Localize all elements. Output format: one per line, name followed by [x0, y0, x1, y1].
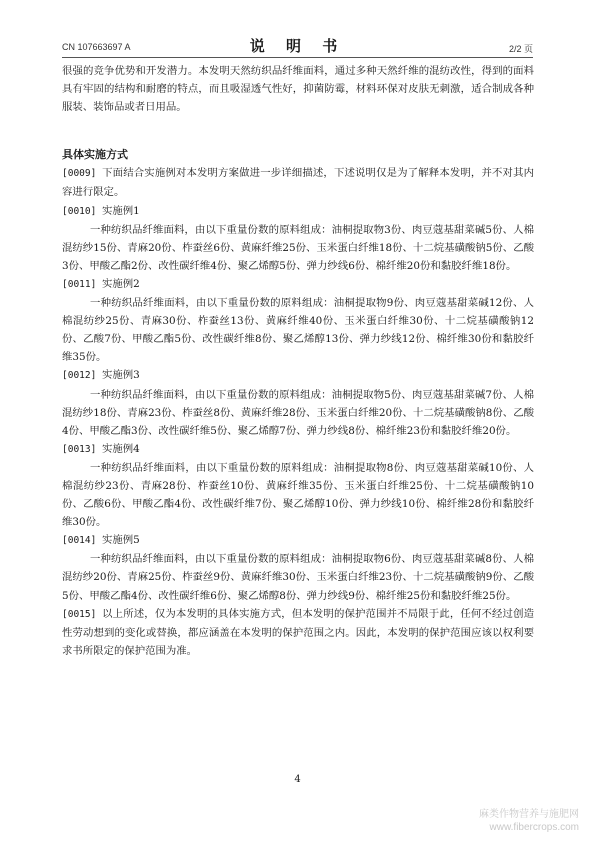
- example-3-heading: [62, 366, 534, 385]
- paragraph-number: [0013]: [62, 443, 97, 455]
- example-3-text: 一种纺织品纤维面料，由以下重量份数的原料组成：油桐提取物5份、肉豆蔻基甜菜碱7份、人棉混纺纱18份、青麻23份、柞蚕丝8份、黄麻纤维28份、玉米蛋白纤维20份、十二烷基磺酸钠8份、乙酸4份、甲酸乙酯3份、改性碳纤维5份、聚乙烯醇7份、弹力纱线8份、棉纤维23份和黏胶纤维20份。: [62, 388, 534, 437]
- example-2-heading: [62, 275, 534, 294]
- example-2-text: 一种纺织品纤维面料，由以下重量份数的原料组成：油桐提取物9份、肉豆蔻基甜菜碱12份、人棉混纺纱25份、青麻30份、柞蚕丝13份、黄麻纤维40份、玉米蛋白纤维30份、十二烷基磺酸钠12份、乙酸7份、甲酸乙酯5份、改性碳纤维8份、聚乙烯醇13份、弹力纱线12份、棉纤维30份和黏胶纤维35份。: [62, 297, 534, 364]
- example-1-heading: [62, 202, 534, 221]
- example-label: 实施例5: [102, 534, 140, 547]
- paragraph-number: [0010]: [62, 205, 97, 217]
- section-heading: 具体实施方式: [62, 148, 128, 162]
- watermark-title: 麻类作物营养与施肥网: [479, 809, 579, 820]
- example-1-text: 一种纺织品纤维面料，由以下重量份数的原料组成：油桐提取物3份、肉豆蔻基甜菜碱5份、人棉混纺纱15份、青麻20份、柞蚕丝6份、黄麻纤维25份、玉米蛋白纤维18份、十二烷基磺酸钠5份、乙酸3份、甲酸乙酯2份、改性碳纤维4份、聚乙烯醇5份、弹力纱线6份、棉纤维20份和黏胶纤维18份。: [62, 223, 534, 272]
- paragraph-0009: [62, 164, 534, 201]
- document-title: 说 明 书: [249, 37, 346, 55]
- paragraph-number: [0009]: [62, 168, 97, 180]
- example-label: 实施例4: [102, 442, 140, 455]
- site-watermark: [479, 808, 579, 834]
- example-5-heading: [62, 531, 534, 550]
- paragraph-0015: [62, 605, 534, 660]
- paragraph-number: [0012]: [62, 370, 97, 382]
- paragraph-number: [0014]: [62, 535, 97, 547]
- paragraph-number: [0015]: [62, 608, 97, 620]
- example-label: 实施例2: [102, 277, 140, 290]
- example-4-text: 一种纺织品纤维面料，由以下重量份数的原料组成：油桐提取物8份、肉豆蔻基甜菜碱10份、人棉混纺纱23份、青麻28份、柞蚕丝10份、黄麻纤维35份、玉米蛋白纤维25份、十二烷基磺酸钠10份、乙酸6份、甲酸乙酯4份、改性碳纤维7份、聚乙烯醇10份、弹力纱线10份、棉纤维28份和黏胶纤维30份。: [62, 461, 534, 529]
- header-rule: [62, 57, 533, 58]
- intro-paragraph: 很强的竞争优势和开发潜力。本发明天然纺织品纤维面料，通过多种天然纤维的混纺改性，得到的面料具有牢固的结构和耐磨的特点，而且吸湿透气性好，抑菌防霉，材料环保对皮肤无刺激，适合制成各种服装、装饰品或者日用品。: [62, 65, 534, 114]
- paragraph-text: 下面结合实施例对本发明方案做进一步详细描述，下述说明仅是为了解释本发明，并不对其内容进行限定。: [62, 167, 534, 199]
- paragraph-text: 以上所述，仅为本发明的具体实施方式，但本发明的保护范围并不局限于此，任何不经过创造性劳动想到的变化或替换，都应涵盖在本发明的保护范围之内。因此，本发明的保护范围应该以权利要求书所限定的保护范围为准。: [62, 607, 534, 657]
- page-indicator: 2/2 页: [508, 44, 533, 54]
- document-body: [62, 62, 534, 660]
- example-label: 实施例1: [102, 204, 140, 217]
- paragraph-number: [0011]: [62, 278, 97, 290]
- publication-number: CN 107663697 A: [62, 42, 131, 52]
- page-header: [62, 34, 533, 56]
- example-label: 实施例3: [102, 369, 140, 382]
- example-5-text: 一种纺织品纤维面料，由以下重量份数的原料组成：油桐提取物6份、肉豆蔻基甜菜碱8份、人棉混纺纱20份、青麻25份、柞蚕丝9份、黄麻纤维30份、玉米蛋白纤维23份、十二烷基磺酸钠9份、乙酸5份、甲酸乙酯4份、改性碳纤维6份、聚乙烯醇8份、弹力纱线9份、棉纤维25份和黏胶纤维25份。: [62, 553, 534, 602]
- watermark-url: www.fibercrops.com: [489, 822, 579, 833]
- page-number: 4: [294, 774, 301, 785]
- example-4-heading: [62, 440, 534, 459]
